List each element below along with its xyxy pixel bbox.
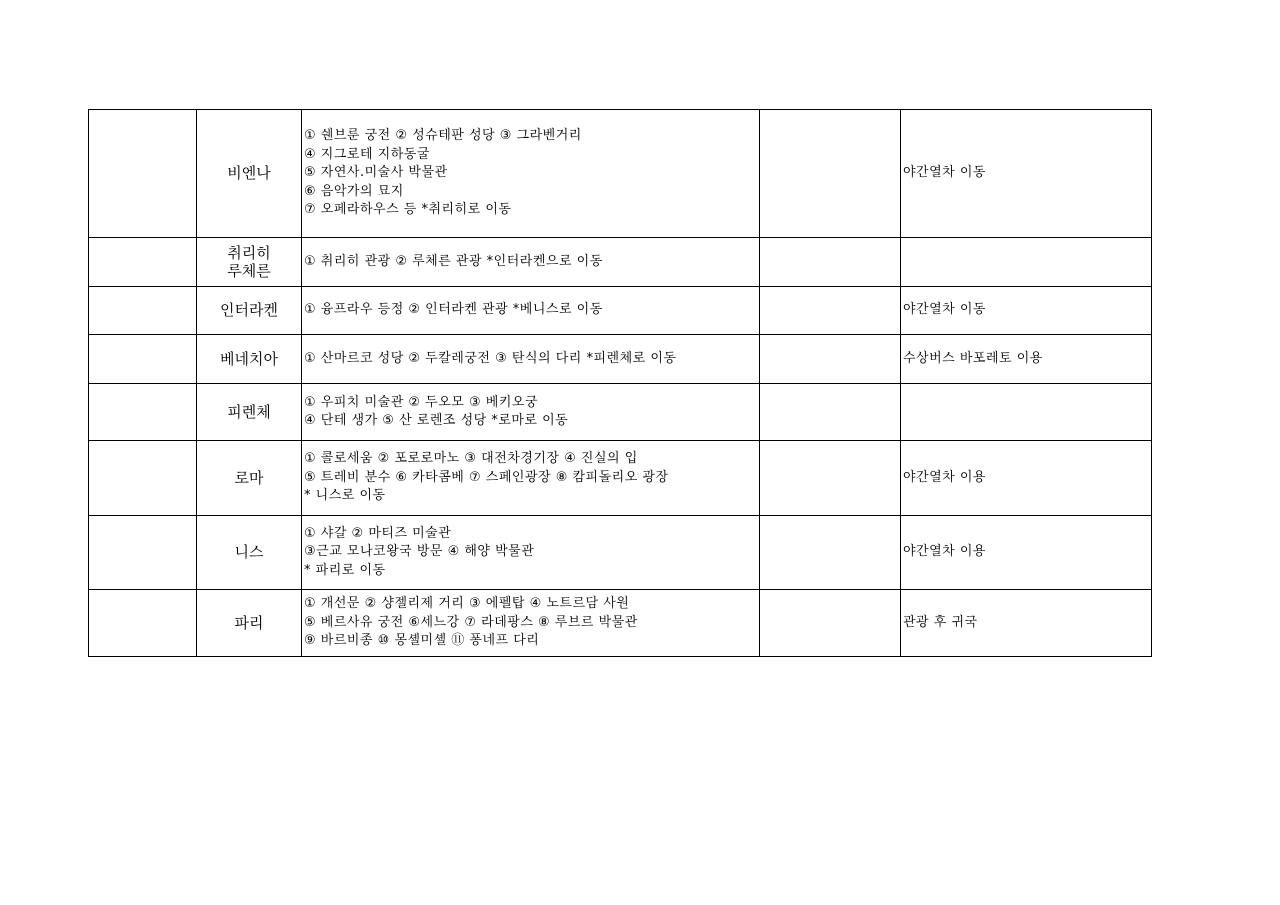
- city-name: 인터라켄: [220, 301, 278, 320]
- table-row: [89, 516, 1152, 590]
- city-name: 루체른: [227, 262, 271, 280]
- itinerary-line: ⑤ 베르사유 궁전 ⑥세느강 ⑦ 라데팡스 ⑧ 루브르 박물관: [304, 614, 638, 630]
- empty-cell: [760, 110, 901, 238]
- city-name: 파리: [234, 613, 264, 632]
- city-cell: [197, 110, 302, 238]
- city-cell: [197, 384, 302, 441]
- empty-cell: [760, 238, 901, 287]
- itinerary-detail-cell: [302, 335, 760, 384]
- note-cell: 야간열차 이동: [901, 110, 1152, 238]
- city-name: 로마: [234, 468, 264, 487]
- note-cell: 야간열차 이용: [901, 516, 1152, 590]
- itinerary-line: ① 우피치 미술관 ② 두오모 ③ 베키오궁: [304, 394, 539, 410]
- empty-cell: [760, 441, 901, 516]
- city-cell: [197, 516, 302, 590]
- itinerary-detail-cell: [302, 110, 760, 238]
- table-row: [89, 335, 1152, 384]
- note-cell: [901, 384, 1152, 441]
- city-cell: [197, 335, 302, 384]
- note-cell: 야간열차 이용: [901, 441, 1152, 516]
- empty-cell: [89, 287, 197, 335]
- city-name: 니스: [234, 543, 264, 562]
- empty-cell: [760, 516, 901, 590]
- city-cell: [197, 590, 302, 657]
- table-row: [89, 238, 1152, 287]
- itinerary-line: ① 개선문 ② 샹젤리제 거리 ③ 에펠탑 ④ 노트르담 사원: [304, 596, 630, 612]
- itinerary-line: ⑤ 자연사.미술사 박물관: [304, 165, 448, 181]
- note-cell: 관광 후 귀국: [901, 590, 1152, 657]
- note-cell: 수상버스 바포레토 이용: [901, 335, 1152, 384]
- note-cell: [901, 238, 1152, 287]
- itinerary-detail-cell: [302, 238, 760, 287]
- empty-cell: [89, 590, 197, 657]
- table-row: [89, 287, 1152, 335]
- itinerary-line: ④ 지그로테 지하동굴: [304, 146, 430, 162]
- city-name: 취리히: [227, 243, 271, 262]
- itinerary-detail-cell: [302, 441, 760, 516]
- itinerary-line: ① 취리히 관광 ② 루체른 관광 *인터라켄으로 이동: [304, 253, 603, 269]
- itinerary-detail-cell: [302, 384, 760, 441]
- itinerary-line: ⑥ 음악가의 묘지: [304, 183, 404, 199]
- empty-cell: [760, 287, 901, 335]
- city-cell: [197, 238, 302, 287]
- itinerary-detail-cell: [302, 287, 760, 335]
- itinerary-line: ⑤ 트레비 분수 ⑥ 카타콤베 ⑦ 스페인광장 ⑧ 캄피돌리오 광장: [304, 469, 669, 485]
- itinerary-line: ③근교 모나코왕국 방문 ④ 해양 박물관: [304, 544, 535, 560]
- empty-cell: [89, 516, 197, 590]
- itinerary-line: ⑨ 바르비종 ⑩ 몽셸미셸 ⑪ 퐁네프 다리: [304, 633, 540, 649]
- itinerary-line: ① 쉔브룬 궁전 ② 성슈테판 성당 ③ 그라벤거리: [304, 128, 582, 144]
- itinerary-detail-cell: [302, 516, 760, 590]
- itinerary-line: ④ 단테 생가 ⑤ 산 로렌조 성당 *로마로 이동: [304, 413, 569, 428]
- itinerary-line: ① 콜로세움 ② 포로로마노 ③ 대전차경기장 ④ 진실의 입: [304, 451, 638, 467]
- table-row: [89, 110, 1152, 238]
- table-row: [89, 441, 1152, 516]
- empty-cell: [89, 441, 197, 516]
- itinerary-line: * 파리로 이동: [304, 562, 386, 578]
- itinerary-line: * 니스로 이동: [304, 488, 386, 504]
- empty-cell: [760, 590, 901, 657]
- empty-cell: [89, 238, 197, 287]
- empty-cell: [89, 335, 197, 384]
- itinerary-detail-cell: [302, 590, 760, 657]
- empty-cell: [760, 384, 901, 441]
- city-name: 피렌체: [227, 402, 271, 421]
- itinerary-line: ① 융프라우 등정 ② 인터라켄 관광 *베니스로 이동: [304, 302, 603, 318]
- note-cell: 야간열차 이동: [901, 287, 1152, 335]
- table-row: [89, 590, 1152, 657]
- itinerary-line: ① 샤갈 ② 마티즈 미술관: [304, 525, 452, 541]
- itinerary-line: ⑦ 오페라하우스 등 *취리히로 이동: [304, 202, 512, 218]
- city-name: 비엔나: [227, 164, 271, 183]
- itinerary-line: ① 산마르코 성당 ② 두칼레궁전 ③ 탄식의 다리 *피렌체로 이동: [304, 350, 677, 366]
- empty-cell: [760, 335, 901, 384]
- city-name: 베네치아: [220, 349, 278, 368]
- city-cell: [197, 287, 302, 335]
- empty-cell: [89, 384, 197, 441]
- city-cell: [197, 441, 302, 516]
- empty-cell: [89, 110, 197, 238]
- table-row: [89, 384, 1152, 441]
- itinerary-table: [88, 109, 1152, 657]
